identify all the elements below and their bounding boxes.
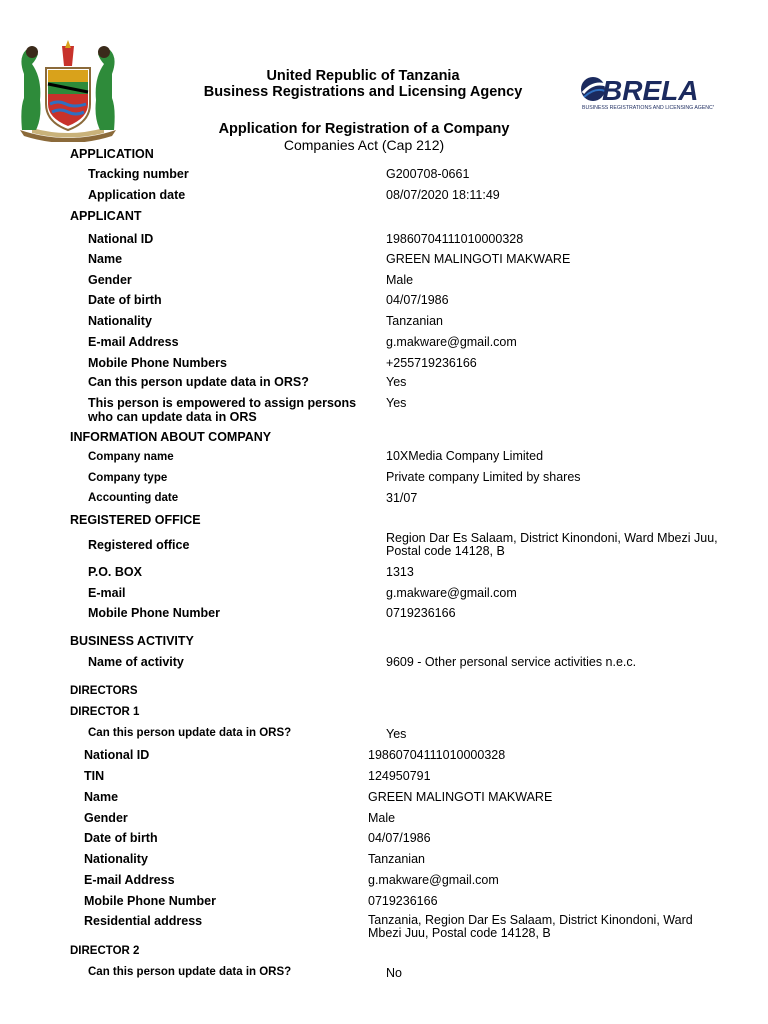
applicant-update-ors-value: Yes <box>386 375 407 389</box>
applicant-nationality-label: Nationality <box>88 314 152 328</box>
section-application-heading: APPLICATION <box>70 147 154 161</box>
applicant-phone-label: Mobile Phone Numbers <box>88 356 227 370</box>
director-1-address-label: Residential address <box>84 914 203 928</box>
applicant-email-value: g.makware@gmail.com <box>386 335 517 349</box>
director-2-update-ors-label: Can this person update data in ORS? <box>88 966 292 978</box>
company-type-label: Company type <box>88 472 168 484</box>
applicant-nationality-value: Tanzanian <box>386 314 443 328</box>
director-1-dob-label: Date of birth <box>84 831 158 845</box>
director-1-update-ors-label: Can this person update data in ORS? <box>88 727 292 739</box>
office-phone-label: Mobile Phone Number <box>88 606 220 620</box>
section-registered-office-heading: REGISTERED OFFICE <box>70 513 201 527</box>
registered-office-value: Region Dar Es Salaam, District Kinondoni, Ward Mbezi Juu, Postal code 14128, B <box>386 531 718 558</box>
director-1-email-value: g.makware@gmail.com <box>368 873 499 887</box>
director-1-name-label: Name <box>84 790 119 804</box>
applicant-phone-value: +255719236166 <box>386 356 477 370</box>
applicant-email-label: E-mail Address <box>88 335 179 349</box>
director-1-phone-value: 0719236166 <box>368 894 438 908</box>
office-phone-value: 0719236166 <box>386 606 456 620</box>
director-2-heading: DIRECTOR 2 <box>70 945 140 957</box>
applicant-gender-value: Male <box>386 273 414 287</box>
director-1-national-id-value: 19860704111010000328 <box>368 748 506 762</box>
company-name-label: Company name <box>88 451 174 463</box>
applicant-empowered-label: This person is empowered to assign persons who can update data in ORS <box>88 396 357 424</box>
activity-name-value: 9609 - Other personal service activities n.e.c. <box>386 655 637 669</box>
director-2-update-ors-value: No <box>386 966 402 980</box>
activity-name-label: Name of activity <box>88 655 184 669</box>
registered-office-label: Registered office <box>88 538 190 552</box>
accounting-date-value: 31/07 <box>386 491 418 505</box>
section-business-activity-heading: BUSINESS ACTIVITY <box>70 634 194 648</box>
applicant-dob-label: Date of birth <box>88 293 162 307</box>
director-1-phone-label: Mobile Phone Number <box>84 894 216 908</box>
tracking-number-label: Tracking number <box>88 167 189 181</box>
document-title: Application for Registration of a Company <box>218 121 510 137</box>
section-company-heading: INFORMATION ABOUT COMPANY <box>70 430 272 444</box>
po-box-value: 1313 <box>386 565 414 579</box>
applicant-update-ors-label: Can this person update data in ORS? <box>88 375 309 389</box>
country-title: United Republic of Tanzania <box>266 68 460 84</box>
application-date-label: Application date <box>88 188 186 202</box>
applicant-name-value: GREEN MALINGOTI MAKWARE <box>386 252 571 266</box>
po-box-label: P.O. BOX <box>88 565 142 579</box>
director-1-national-id-label: National ID <box>84 748 150 762</box>
director-1-dob-value: 04/07/1986 <box>368 831 431 845</box>
director-1-gender-label: Gender <box>84 811 128 825</box>
applicant-empowered-value: Yes <box>386 396 407 410</box>
director-1-address-value: Tanzania, Region Dar Es Salaam, District Kinondoni, Ward Mbezi Juu, Postal code 14128, B <box>368 913 693 940</box>
director-1-update-ors-value: Yes <box>386 727 407 741</box>
company-type-value: Private company Limited by shares <box>386 470 581 484</box>
director-1-heading: DIRECTOR 1 <box>70 706 140 718</box>
agency-title: Business Registrations and Licensing Agency <box>203 84 523 100</box>
applicant-national-id-label: National ID <box>88 232 154 246</box>
section-applicant-heading: APPLICANT <box>70 209 142 223</box>
director-1-tin-value: 124950791 <box>368 769 431 783</box>
applicant-gender-label: Gender <box>88 273 132 287</box>
director-1-nationality-value: Tanzanian <box>368 852 425 866</box>
applicant-dob-value: 04/07/1986 <box>386 293 449 307</box>
brela-logo-subtext: BUSINESS REGISTRATIONS AND LICENSING AGENCY <box>582 105 714 111</box>
application-date-value: 08/07/2020 18:11:49 <box>386 188 500 202</box>
applicant-national-id-value: 19860704111010000328 <box>386 232 524 246</box>
document-subtitle: Companies Act (Cap 212) <box>283 137 445 153</box>
director-1-email-label: E-mail Address <box>84 873 175 887</box>
accounting-date-label: Accounting date <box>88 492 179 504</box>
company-name-value: 10XMedia Company Limited <box>386 449 544 463</box>
director-1-tin-label: TIN <box>84 769 105 783</box>
applicant-name-label: Name <box>88 252 123 266</box>
section-directors-heading: DIRECTORS <box>70 685 138 697</box>
director-1-gender-value: Male <box>368 811 396 825</box>
tracking-number-value: G200708-0661 <box>386 167 470 181</box>
office-email-value: g.makware@gmail.com <box>386 586 517 600</box>
brela-logo-wordmark: BRELA <box>602 75 699 106</box>
director-1-name-value: GREEN MALINGOTI MAKWARE <box>368 790 553 804</box>
office-email-label: E-mail <box>88 586 126 600</box>
director-1-nationality-label: Nationality <box>84 852 148 866</box>
